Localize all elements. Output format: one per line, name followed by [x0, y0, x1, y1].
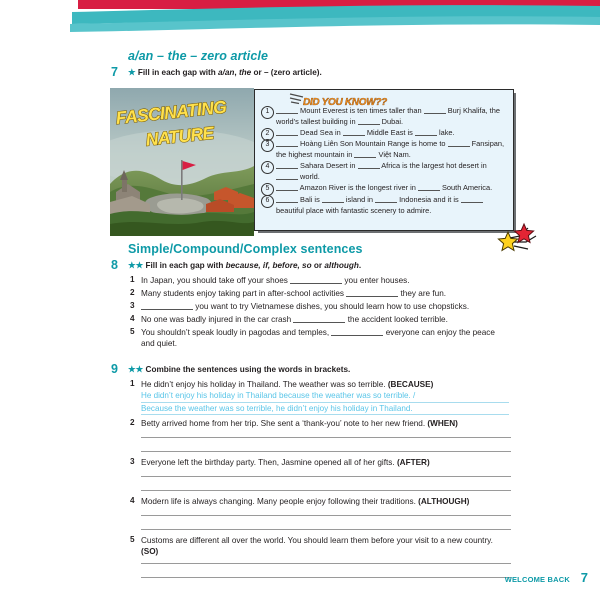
item-text: [276, 161, 509, 182]
blank-gap[interactable]: [375, 202, 397, 203]
q9-1-answer-line2: Because the weather was so terrible, he didn’t enjoy his holiday in Thailand.: [141, 403, 509, 416]
difficulty-stars-9: ★★: [128, 364, 144, 374]
item-text-part: Middle East is: [364, 127, 415, 137]
item-text-part: Sahara Desert in: [298, 161, 358, 171]
q9-4-number: 4: [130, 496, 135, 505]
item-text: [276, 195, 509, 216]
item-text-part: Amazon River is the longest river in: [298, 183, 418, 193]
blank-gap[interactable]: [343, 135, 365, 136]
q9-5-answer-line-1[interactable]: [141, 563, 511, 564]
blank-gap[interactable]: [276, 146, 298, 147]
list-item: [261, 128, 509, 139]
exercise-8-rubric: [128, 260, 498, 271]
list-item: [261, 183, 509, 194]
rubric-7-suffix: or – (zero article).: [251, 68, 322, 77]
q9-4-prompt: Modern life is always changing. Many people enjoy following their traditions.: [141, 497, 419, 506]
blank-gap[interactable]: [290, 283, 342, 284]
did-you-know-list: [261, 106, 509, 217]
blank-gap[interactable]: [418, 190, 440, 191]
q8-1-after: you enter houses.: [342, 276, 410, 285]
photo-caption-line2: NATURE: [144, 122, 215, 150]
item-text-part: beautiful place with fantastic scenery to admire.: [276, 205, 432, 215]
item-number: 4: [261, 161, 274, 174]
exercise-9-rubric: [128, 364, 498, 375]
q9-1-text: [141, 379, 516, 390]
q8-2-after: they are fun.: [398, 289, 447, 298]
q8-5-number: 5: [130, 327, 135, 336]
blank-gap[interactable]: [276, 190, 298, 191]
did-you-know-heading: [303, 92, 453, 106]
item-text-part: Dead Sea in: [298, 127, 343, 137]
item-text-part: Bali is: [298, 194, 322, 204]
item-text-part: lake.: [436, 127, 455, 137]
rubric-9-text: Combine the sentences using the words in brackets.: [145, 365, 351, 374]
q8-4-number: 4: [130, 314, 135, 323]
q8-3-text: [141, 301, 521, 312]
item-number: 3: [261, 139, 274, 152]
blank-gap[interactable]: [293, 322, 345, 323]
section-title-sentences: Simple/Compound/Complex sentences: [128, 242, 363, 256]
item-number: 1: [261, 106, 274, 119]
q8-2-text: [141, 288, 511, 299]
item-text-part: Fansipan, the highest mountain in: [276, 139, 505, 160]
q9-4-text: [141, 496, 519, 507]
rubric-7-prefix: Fill in each gap with: [137, 68, 218, 77]
q8-3-after: you want to try Vietnamese dishes, you should learn how to use chopsticks.: [193, 302, 470, 311]
did-you-know-box: [254, 89, 514, 231]
fascinating-nature-photo: [110, 88, 254, 236]
q8-1-text: [141, 275, 511, 286]
rubric-7-mid: ,: [234, 68, 239, 77]
q9-5-text: [141, 535, 509, 557]
mountain-photo-graphic: [110, 88, 254, 236]
blank-gap[interactable]: [276, 179, 298, 180]
q9-4-answer-line-2[interactable]: [141, 529, 511, 530]
q9-4-keyword: (ALTHOUGH): [418, 497, 470, 506]
q9-3-keyword: (AFTER): [396, 458, 430, 467]
q8-5-before: You shouldn’t speak loudly in pagodas and temples,: [141, 328, 332, 337]
q8-1-before: In Japan, you should take off your shoes: [141, 276, 291, 285]
item-text-part: world.: [298, 172, 320, 182]
rubric-7-italic-a-an: a/an: [217, 68, 235, 77]
blank-gap[interactable]: [448, 146, 470, 147]
rubric-8-or: or: [311, 261, 325, 270]
exercise-8-number: 8: [111, 258, 118, 272]
q9-3-prompt: Everyone left the birthday party. Then, Jasmine opened all of her gifts.: [141, 458, 397, 467]
blank-gap[interactable]: [461, 202, 483, 203]
blank-gap[interactable]: [358, 124, 380, 125]
star-decoration: [488, 216, 548, 260]
q9-2-answer-line-1[interactable]: [141, 437, 511, 438]
q8-4-text: [141, 314, 521, 325]
q9-5-answer-line-2[interactable]: [141, 577, 511, 578]
blank-gap[interactable]: [346, 296, 398, 297]
rubric-8-last: although: [324, 261, 359, 270]
exercise-9-number: 9: [111, 362, 118, 376]
q9-5-number: 5: [130, 535, 135, 544]
q9-2-number: 2: [130, 418, 135, 427]
blank-gap[interactable]: [276, 135, 298, 136]
list-item: [261, 106, 509, 127]
footer-label: WELCOME BACK: [504, 575, 570, 584]
exercise-7-number: 7: [111, 65, 118, 79]
q9-2-answer-line-2[interactable]: [141, 451, 511, 452]
item-number: 5: [261, 183, 274, 196]
difficulty-stars-7: ★: [128, 67, 136, 77]
q9-1-prompt: He didn’t enjoy his holiday in Thailand. The weather was so terrible.: [141, 380, 388, 389]
item-text: [276, 128, 509, 139]
difficulty-stars-8: ★★: [128, 260, 144, 270]
item-text-part: Mount Everest is ten times taller than: [298, 106, 424, 115]
list-item: [261, 161, 509, 182]
q8-1-number: 1: [130, 275, 135, 284]
page-number: 7: [580, 570, 588, 585]
q9-5-keyword: (SO): [141, 547, 159, 557]
q9-1-keyword: (BECAUSE): [387, 380, 434, 389]
item-text: [276, 183, 509, 194]
item-text-part: Africa is the largest hot desert in: [379, 161, 487, 171]
item-number: 2: [261, 128, 274, 141]
did-you-know-heading-text: DID YOU KNOW??: [303, 97, 387, 108]
item-text: [276, 139, 509, 160]
q8-5-text: [141, 327, 509, 349]
rubric-8-words: because, if, before, so: [225, 261, 312, 270]
q9-5-prompt: Customs are different all over the world. You should learn them before your visit to a new country.: [141, 536, 493, 545]
q8-5-after: everyone can enjoy the peace and quiet.: [141, 328, 495, 349]
section-title-articles: a/an – the – zero article: [128, 49, 269, 63]
blank-gap[interactable]: [276, 202, 298, 203]
rubric-7-italic-the: the: [238, 68, 252, 77]
item-text-part: Burj Khalifa, the world’s tallest building in: [276, 106, 500, 126]
q9-2-prompt: Betty arrived home from her trip. She sent a ‘thank-you’ note to her new friend.: [141, 419, 428, 428]
item-number: 6: [261, 195, 274, 208]
q9-2-text: [141, 418, 516, 429]
item-text-part: island in: [343, 194, 376, 204]
q9-4-answer-line-1[interactable]: [141, 515, 511, 516]
exercise-7-rubric: [128, 67, 458, 78]
blank-gap[interactable]: [276, 113, 298, 114]
rubric-8-end: .: [358, 261, 362, 270]
stars-graphic: [488, 216, 548, 260]
q9-3-number: 3: [130, 457, 135, 466]
blank-gap[interactable]: [331, 335, 383, 336]
item-text-part: Dubai.: [379, 116, 404, 126]
q9-1-number: 1: [130, 379, 135, 388]
blank-gap[interactable]: [276, 168, 298, 169]
q8-2-before: Many students enjoy taking part in after-school activities: [141, 289, 347, 298]
blank-gap[interactable]: [354, 157, 376, 158]
list-item: [261, 139, 509, 160]
photo-caption-line1: FASCINATING: [114, 96, 228, 129]
q9-1-answer[interactable]: [141, 390, 511, 415]
q8-4-after: the accident looked terrible.: [345, 315, 448, 324]
q9-1-answer-line1: He didn’t enjoy his holiday in Thailand because the weather was so terrible. /: [141, 390, 509, 403]
item-text: [276, 106, 509, 127]
q8-3-number: 3: [130, 301, 135, 310]
q9-3-answer-line-1[interactable]: [141, 476, 511, 477]
blank-gap[interactable]: [141, 309, 193, 310]
rubric-8-prefix: Fill in each gap with: [145, 261, 226, 270]
blank-gap[interactable]: [322, 202, 344, 203]
q8-2-number: 2: [130, 288, 135, 297]
blank-gap[interactable]: [358, 168, 380, 169]
q9-2-keyword: (WHEN): [427, 419, 458, 428]
blank-gap[interactable]: [424, 113, 446, 114]
item-text-part: Hoàng Liên Son Mountain Range is home to: [298, 139, 448, 149]
q8-4-before: No one was badly injured in the car crash: [141, 315, 294, 324]
blank-gap[interactable]: [415, 135, 437, 136]
q9-3-answer-line-2[interactable]: [141, 490, 511, 491]
item-text-part: Indonesia and it is: [397, 194, 461, 204]
item-text-part: Việt Nam.: [376, 150, 411, 160]
item-text-part: South America.: [439, 183, 493, 193]
q9-3-text: [141, 457, 516, 468]
list-item: [261, 195, 509, 216]
